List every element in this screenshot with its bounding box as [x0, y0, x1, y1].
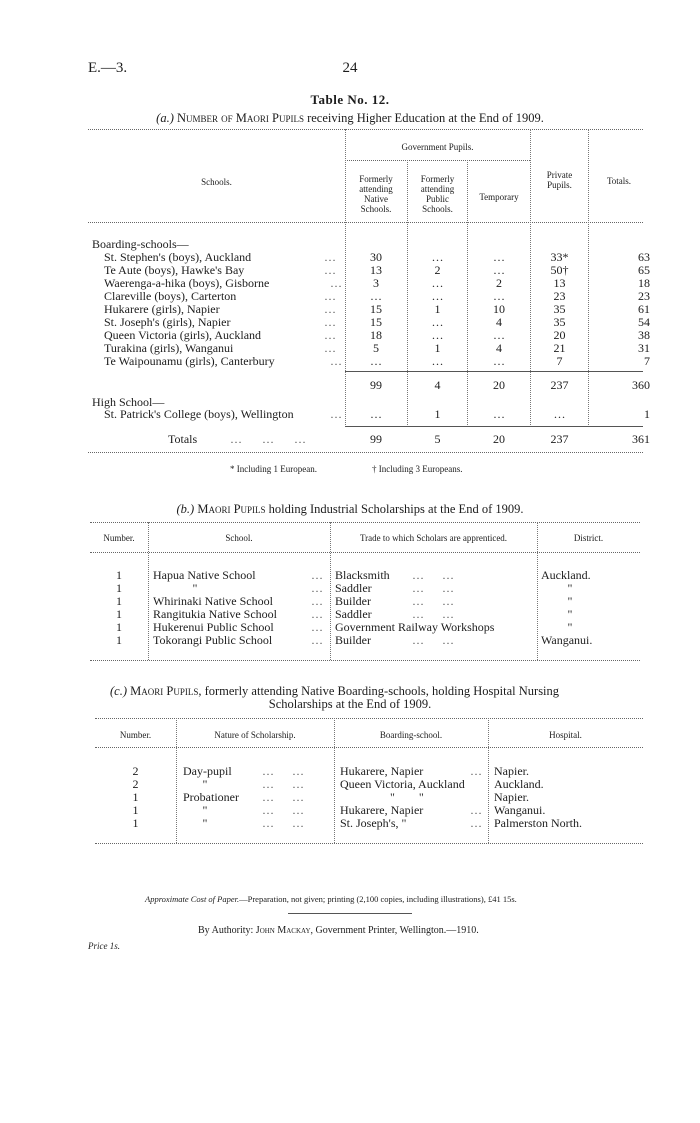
cell-temporary: 10: [493, 302, 505, 316]
leader-dots: …: [311, 607, 323, 621]
table-b-bottom-rule: [90, 660, 640, 661]
cell-number: 1: [132, 816, 139, 830]
leader-dots: …: [330, 276, 342, 290]
col-header-temporary: Temporary: [479, 192, 519, 202]
cell-native: 5: [373, 341, 379, 355]
cell-native: …: [370, 407, 382, 421]
leader-dots: …: [324, 341, 336, 355]
subtotal-native: 99: [370, 378, 382, 392]
authority-rest: Government Printer, Wellington.—1910.: [315, 925, 479, 936]
cell-school: Rangitukia Native School: [153, 607, 277, 621]
school-name: Clareville (boys), Carterton: [104, 289, 237, 303]
leader-dots: ……: [412, 594, 472, 608]
cell-public: …: [431, 315, 444, 329]
table-a-header-rule: [88, 222, 643, 223]
cell-private: 35: [553, 302, 566, 316]
caption-rest: receiving Higher Education at the End of 1909.: [307, 111, 544, 125]
cell-number: 1: [116, 620, 122, 634]
cell-nature: ": [202, 803, 208, 817]
cell-public: …: [431, 354, 444, 368]
cell-boarding-school: St. Joseph's, ": [340, 816, 407, 830]
table-title: Table No. 12.: [310, 92, 390, 107]
cell-hospital: Wanganui.: [494, 803, 546, 817]
cell-school: ": [192, 581, 198, 595]
cell-temporary: 4: [496, 315, 502, 329]
cell-district: Wanganui.: [541, 633, 593, 647]
gov-pupils-rule: [345, 160, 530, 161]
cell-private: 13: [553, 276, 566, 290]
leader-dots: …: [324, 263, 336, 277]
cell-private: 23: [553, 289, 566, 303]
caption-rest: formerly attending Native Boarding-schools, holding Hospital Nursing: [204, 684, 560, 698]
cell-trade: Saddler: [335, 607, 372, 621]
school-name: St. Patrick's College (boys), Wellington: [104, 407, 294, 421]
leader-dots: ……: [262, 777, 322, 791]
cell-total: 38: [638, 328, 650, 342]
cell-temporary: …: [493, 328, 505, 342]
col-header-nature: Nature of Scholarship.: [214, 730, 296, 740]
table-c-top-rule: [95, 718, 643, 719]
cell-number: 1: [116, 568, 122, 582]
col-header-boarding-school: Boarding-school.: [379, 730, 443, 740]
col-header-number: Number.: [119, 730, 152, 740]
col-header-government: Government Pupils.: [401, 142, 474, 152]
cell-number: 1: [132, 790, 139, 804]
cell-total: 61: [638, 302, 650, 316]
leader-dots: …: [311, 594, 323, 608]
leader-dots: ……: [262, 816, 322, 830]
cell-nature: Day-pupil: [183, 764, 232, 778]
col-divider: [345, 129, 346, 427]
subtotal-rule: [345, 371, 643, 372]
authority-name: John Mackay,: [255, 925, 313, 936]
cell-total: 18: [638, 276, 650, 290]
cell-private: 35: [553, 315, 566, 329]
cell-nature: Probationer: [183, 790, 239, 804]
cell-native: 18: [370, 328, 382, 342]
leader-dots: …: [470, 803, 482, 817]
section-boarding-label: Boarding-schools—: [92, 237, 189, 251]
leader-dots: …: [330, 354, 342, 368]
table-b-header-rule: [90, 552, 640, 553]
totals-public: 5: [434, 432, 441, 446]
leader-dots: ……: [412, 607, 472, 621]
cell-total: 63: [638, 250, 650, 264]
caption-smallcaps: Number of Maori Pupils: [176, 111, 304, 125]
cell-number: 1: [116, 594, 122, 608]
cell-native: …: [370, 354, 382, 368]
caption-prefix: (a.): [156, 111, 174, 125]
footer-rule: [288, 913, 412, 914]
cell-nature: ": [202, 816, 208, 830]
cell-school: Hukerenui Public School: [153, 620, 274, 634]
cell-total: 54: [638, 315, 650, 329]
price: Price 1s.: [88, 941, 120, 951]
table-c-bottom-rule: [95, 843, 643, 844]
school-name: Te Aute (boys), Hawke's Bay: [104, 263, 245, 277]
cell-temporary: …: [493, 354, 505, 368]
cell-public: …: [431, 289, 444, 303]
table-b-top-rule: [90, 522, 640, 523]
leader-dots: ……: [412, 633, 472, 647]
cell-public: 2: [434, 263, 441, 277]
school-name: Queen Victoria (girls), Auckland: [104, 328, 262, 342]
col-divider: [588, 129, 589, 427]
leader-dots: …: [324, 302, 336, 316]
totals-native: 99: [370, 432, 382, 446]
cell-trade: Government Railway Workshops: [335, 620, 495, 634]
col-header-formerly-native: Formerly attending Native Schools.: [359, 174, 393, 214]
table-a-caption: [0, 111, 700, 126]
caption-smallcaps: Maori Pupils,: [130, 684, 202, 698]
cell-trade: Blacksmith: [335, 568, 390, 582]
col-header-school: School.: [225, 533, 253, 543]
col-header-number: Number.: [103, 533, 135, 543]
cell-private: …: [553, 407, 566, 421]
cell-school: Tokorangi Public School: [153, 633, 273, 647]
cell-trade: Builder: [335, 633, 371, 647]
cell-nature: ": [202, 777, 208, 791]
cell-native: 30: [370, 250, 382, 264]
leader-dots: …: [311, 620, 323, 634]
leader-dots: ……: [412, 568, 472, 582]
leader-dots: …: [311, 633, 323, 647]
subtotal-total: 360: [632, 378, 650, 392]
cell-private: 33*: [550, 250, 569, 264]
cell-private: 50†: [550, 263, 569, 277]
subtotal-temporary: 20: [493, 378, 505, 392]
cell-school: Whirinaki Native School: [153, 594, 273, 608]
table-b-caption: [0, 502, 700, 517]
leader-dots: …: [311, 568, 323, 582]
authority-prefix: By Authority:: [198, 925, 254, 936]
section-high-label: High School—: [92, 395, 165, 409]
col-header-trade: Trade to which Scholars are apprenticed.: [359, 533, 508, 543]
cell-total: 31: [638, 341, 650, 355]
leader-dots: …: [330, 407, 342, 421]
school-name: Hukarere (girls), Napier: [104, 302, 220, 316]
leader-dots: …: [324, 250, 336, 264]
cell-temporary: …: [493, 407, 505, 421]
cell-number: 1: [116, 581, 122, 595]
cell-district: ": [567, 581, 573, 595]
caption-prefix: (b.): [176, 502, 195, 516]
cell-number: 1: [116, 633, 122, 647]
cell-temporary: 2: [496, 276, 502, 290]
caption-prefix: (c.): [110, 684, 127, 698]
cell-public: …: [431, 328, 444, 342]
cell-hospital: Palmerston North.: [494, 816, 582, 830]
col-header-hospital: Hospital.: [549, 730, 582, 740]
school-name: Turakina (girls), Wanganui: [104, 341, 234, 355]
cell-temporary: …: [493, 263, 505, 277]
col-header-formerly-public: Formerly attending Public Schools.: [420, 174, 455, 214]
totals-total: 361: [632, 432, 650, 446]
totals-label: Totals: [168, 432, 198, 446]
caption-smallcaps: Maori Pupils: [197, 502, 266, 516]
leader-dots: …: [324, 328, 336, 342]
cell-boarding-school: Hukarere, Napier: [340, 803, 424, 817]
cell-public: 1: [434, 341, 441, 355]
table-c-header-rule: [95, 747, 643, 748]
cell-temporary: …: [493, 250, 505, 264]
leader-dots: ……: [262, 803, 322, 817]
table-a-top-rule: [88, 129, 643, 130]
col-header-schools: Schools.: [201, 177, 232, 187]
cell-public: …: [431, 250, 444, 264]
cost-note: [145, 893, 517, 905]
cell-district: Auckland.: [541, 568, 591, 582]
cell-number: 2: [132, 777, 139, 791]
leader-dots: …: [324, 289, 336, 303]
cell-district: ": [567, 607, 573, 621]
cell-number: 1: [116, 607, 122, 621]
school-name: Te Waipounamu (girls), Canterbury: [104, 354, 275, 368]
cell-number: 2: [132, 764, 139, 778]
totals-temporary: 20: [493, 432, 505, 446]
leader-dots: …: [324, 315, 336, 329]
cell-trade: Saddler: [335, 581, 372, 595]
leader-dots: ……: [412, 581, 472, 595]
cell-hospital: Napier.: [494, 790, 529, 804]
col-header-private: Private Pupils.: [546, 170, 573, 190]
leader-dots: ……: [262, 764, 322, 778]
cell-native: 15: [370, 302, 382, 316]
cell-trade: Builder: [335, 594, 371, 608]
school-name: Waerenga-a-hika (boys), Gisborne: [104, 276, 270, 290]
caption-rest: holding Industrial Scholarships at the End of 1909.: [268, 502, 524, 516]
cell-native: 3: [373, 276, 379, 290]
table-c-caption-line2: Scholarships at the End of 1909.: [268, 697, 432, 711]
cell-private: 20: [553, 328, 566, 342]
cell-boarding-school: Hukarere, Napier: [340, 764, 424, 778]
cell-hospital: Auckland.: [494, 777, 544, 791]
leader-dots: ………: [230, 432, 326, 446]
cell-public: 1: [434, 407, 441, 421]
school-name: St. Joseph's (girls), Napier: [104, 315, 231, 329]
cell-number: 1: [132, 803, 139, 817]
cell-total: 23: [638, 289, 650, 303]
col-header-district: District.: [573, 533, 604, 543]
school-name: St. Stephen's (boys), Auckland: [104, 250, 252, 264]
cell-temporary: 4: [496, 341, 502, 355]
leader-dots: …: [470, 764, 482, 778]
table-a-bottom-rule: [88, 452, 643, 453]
cell-boarding-school: Queen Victoria, Auckland: [340, 777, 465, 791]
leader-dots: …: [311, 581, 323, 595]
cell-total: 65: [638, 263, 650, 277]
cell-school: Hapua Native School: [153, 568, 256, 582]
leader-dots: ……: [262, 790, 322, 804]
cell-native: 15: [370, 315, 382, 329]
cell-district: ": [567, 620, 573, 634]
totals-rule: [345, 426, 643, 427]
authority-line: [198, 925, 479, 937]
cell-native: 13: [370, 263, 382, 277]
cell-private: 21: [553, 341, 566, 355]
cell-private: 7: [556, 354, 563, 368]
document-code: E.—3.: [88, 60, 128, 76]
footnote-2: † Including 3 Europeans.: [372, 464, 463, 474]
totals-private: 237: [550, 432, 569, 446]
cost-note-italic: Approximate Cost of Paper.: [145, 894, 240, 904]
cell-native: …: [370, 289, 382, 303]
cell-total: 7: [644, 354, 650, 368]
footnote-1: * Including 1 European.: [230, 464, 317, 474]
cell-district: ": [567, 594, 573, 608]
subtotal-public: 4: [434, 378, 441, 392]
col-divider: [407, 160, 408, 427]
cell-boarding-school: " ": [390, 790, 424, 804]
cost-note-text: —Preparation, not given; printing (2,100 copies, including illustrations), £41 15s.: [239, 894, 517, 904]
leader-dots: …: [470, 816, 482, 830]
cell-temporary: …: [493, 289, 505, 303]
cell-public: 1: [434, 302, 441, 316]
cell-hospital: Napier.: [494, 764, 529, 778]
cell-public: …: [431, 276, 444, 290]
page-number: 24: [342, 60, 358, 76]
cell-total: 1: [644, 407, 650, 421]
col-header-totals: Totals.: [606, 176, 632, 186]
subtotal-private: 237: [550, 378, 569, 392]
